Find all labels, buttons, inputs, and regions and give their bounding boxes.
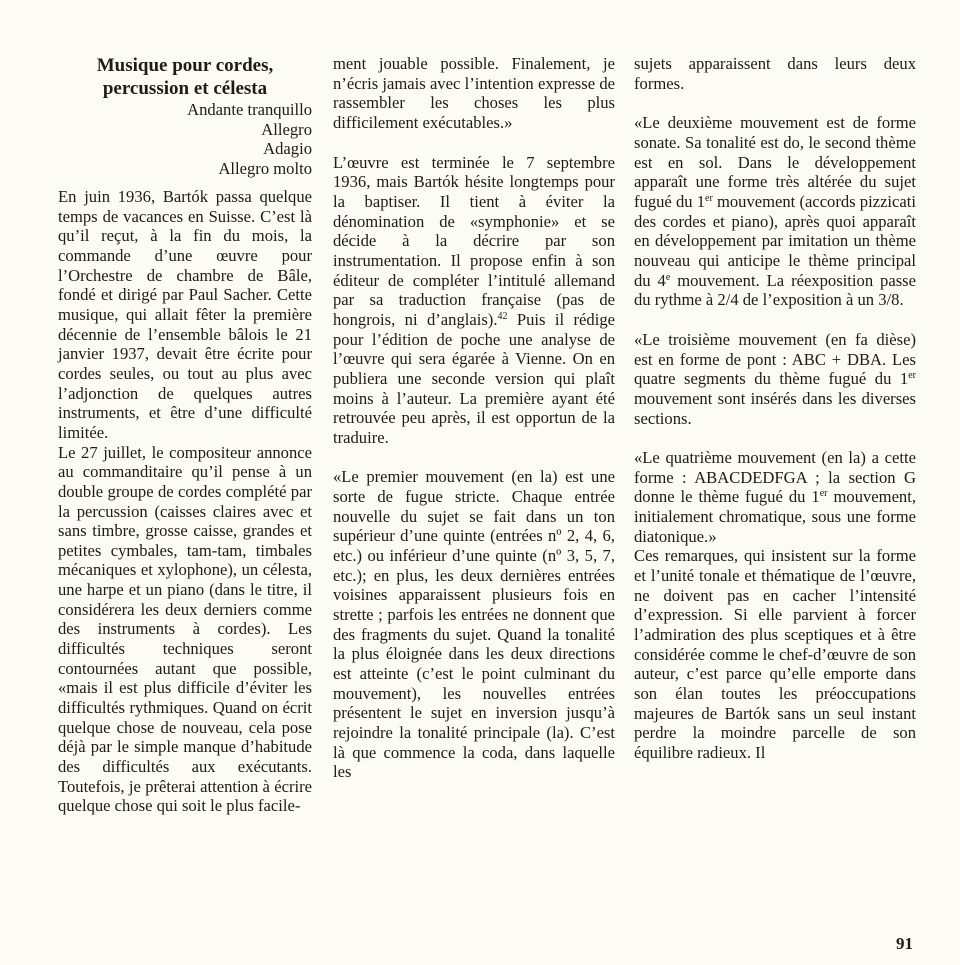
paragraph-text: «Le troisième mouvement (en fa dièse) est en forme de pont : ABC + DBA. Les quatre segments du thème fugué du 1 — [634, 329, 916, 389]
paragraph-text: mouvement, initialement chromatique, sous une forme diatonique.» — [634, 487, 916, 546]
paragraph-text: mouvement. La réexposition passe du rythme à 2/4 de l’exposition à un 3/8. — [634, 270, 916, 310]
work-heading — [58, 54, 312, 178]
paragraph-text: L’œuvre est terminée le 7 septembre 1936, mais Bartók hésite longtemps pour la baptiser. Il tient à éviter la dénomination de «symphonie» et se décide à la décrire par son instrumentation. Il propose enfin à son éditeur de compléter l’intitulé allemand par sa traduction française (pas de hongrois, ni d’anglais). — [333, 152, 615, 329]
work-title-line-1: Musique pour cordes, — [96, 55, 274, 76]
superscript: er — [705, 192, 713, 204]
superscript: e — [665, 271, 671, 283]
tempo-movement-2: Allegro — [261, 119, 312, 139]
paragraph: ment jouable possible. Finalement, je n’écris jamais avec l’intention expresse de rassembler les choses les plus difficilement exécutables.» — [333, 54, 615, 132]
paragraph-text: «Le deuxième mouvement est de forme sonate. Sa tonalité est do, le second thème est en sol. Dans le développement apparaît une forme très altérée du sujet fugué du 1 — [634, 113, 916, 211]
paragraph: Ces remarques, qui insistent sur la forme et l’unité tonale et thématique de l’œuvre, ne doivent pas en cacher l’intensité d’expression. Si elle parvient à forcer l’admiration des plus sceptiques et à être considérée comme le chef-d’œuvre de son auteur, c’est parce qu’elle emporte dans son élan toutes les préoccupations majeures de Bartók sans un seul instant perdre la moindre parcelle de son équilibre radieux. Il — [634, 546, 916, 762]
footnote-ref: 42 — [497, 310, 508, 322]
paragraph: «Le premier mouvement (en la) est une sorte de fugue stricte. Chaque entrée nouvelle du sujet se fait dans un ton supérieur d’une quinte (entrées nº 2, 4, 6, etc.) ou inférieur d’une quinte (nº 3, 5, 7, etc.); en plus, les deux dernières entrées voisines apparaissent plusieurs fois en strette ; parfois les entrées ne donnent que des fragments du sujet. Quand la tonalité la plus éloignée dans les deux directions est atteinte (c’est le point culminant du mouvement), les nouvelles entrées présentent le sujet en inversion jusqu’à rejoindre la tonalité principale (la). C’est là que commence la coda, dans laquelle les — [333, 467, 615, 782]
tempo-movement-1: Andante tranquillo — [187, 100, 312, 119]
paragraph — [634, 448, 916, 546]
page-number: 91 — [896, 934, 913, 953]
paragraph-text: mouvement (accords pizzicati des cordes et piano), après quoi apparaît en développement par imitation un thème nouveau qui anticipe le thème principal du 4 — [634, 191, 916, 290]
superscript: er — [819, 488, 828, 500]
tempo-list — [58, 100, 312, 178]
tempo-movement-4: Allegro molto — [218, 158, 312, 178]
paragraph — [634, 330, 916, 428]
work-title-line-2: percussion et célesta — [102, 78, 268, 99]
superscript: er — [908, 370, 916, 382]
paragraph — [634, 113, 916, 310]
paragraph — [333, 153, 615, 448]
column-middle — [333, 54, 615, 782]
paragraph: En juin 1936, Bartók passa quelque temps de vacances en Suisse. C’est là qu’il reçut, à la fin du mois, la commande d’une œuvre pour l’Orchestre de chambre de Bâle, fondé et dirigé par Paul Sacher. Cette musique, qui allait fêter la première décennie de l’ensemble bâlois le 21 janvier 1937, devait être écrite pour cordes seules, ou tout au plus avec l’adjonction de quelques autres instruments, et être d’une difficulté limitée. — [58, 187, 312, 442]
paragraph-text: «Le quatrième mouvement (en la) a cette forme : ABACDEDFGA ; la section G donne le thème fugué du 1 — [634, 448, 916, 507]
tempo-movement-3: Adagio — [263, 139, 312, 158]
paragraph: Le 27 juillet, le compositeur annonce au commanditaire qu’il pense à un double groupe de cordes complété par la percussion (caisses claires avec et sans timbre, grosse caisse, grandes et petites cymbales, tam-tam, timbales mécaniques et xylophone), un célesta, une harpe et un piano (dans le titre, il considérera les deux derniers comme des instruments à cordes). Les difficultés techniques seront contournées autant que possible, «mais il est plus difficile d’éviter les difficultés rythmiques. Quand on écrit quelque chose de nouveau, cela pose déjà par le simple manque d’habitude des difficultés aux exécutants. Toutefois, je prêterai attention à écrire quelque chose qui soit le plus facile- — [58, 442, 312, 816]
column-right — [634, 54, 916, 763]
column-left — [58, 54, 312, 816]
paragraph: sujets apparaissent dans leurs deux formes. — [634, 54, 916, 93]
paragraph-text: Puis il rédige pour l’édition de poche une analyse de l’œuvre qui sera égarée à Vienne. On en publiera une seconde version qui plaît moins à l’auteur. La première ayant été retrouvée peu après, il est opportun de la traduire. — [333, 309, 615, 447]
paragraph-text: mouvement sont insérés dans les diverses sections. — [634, 388, 916, 428]
